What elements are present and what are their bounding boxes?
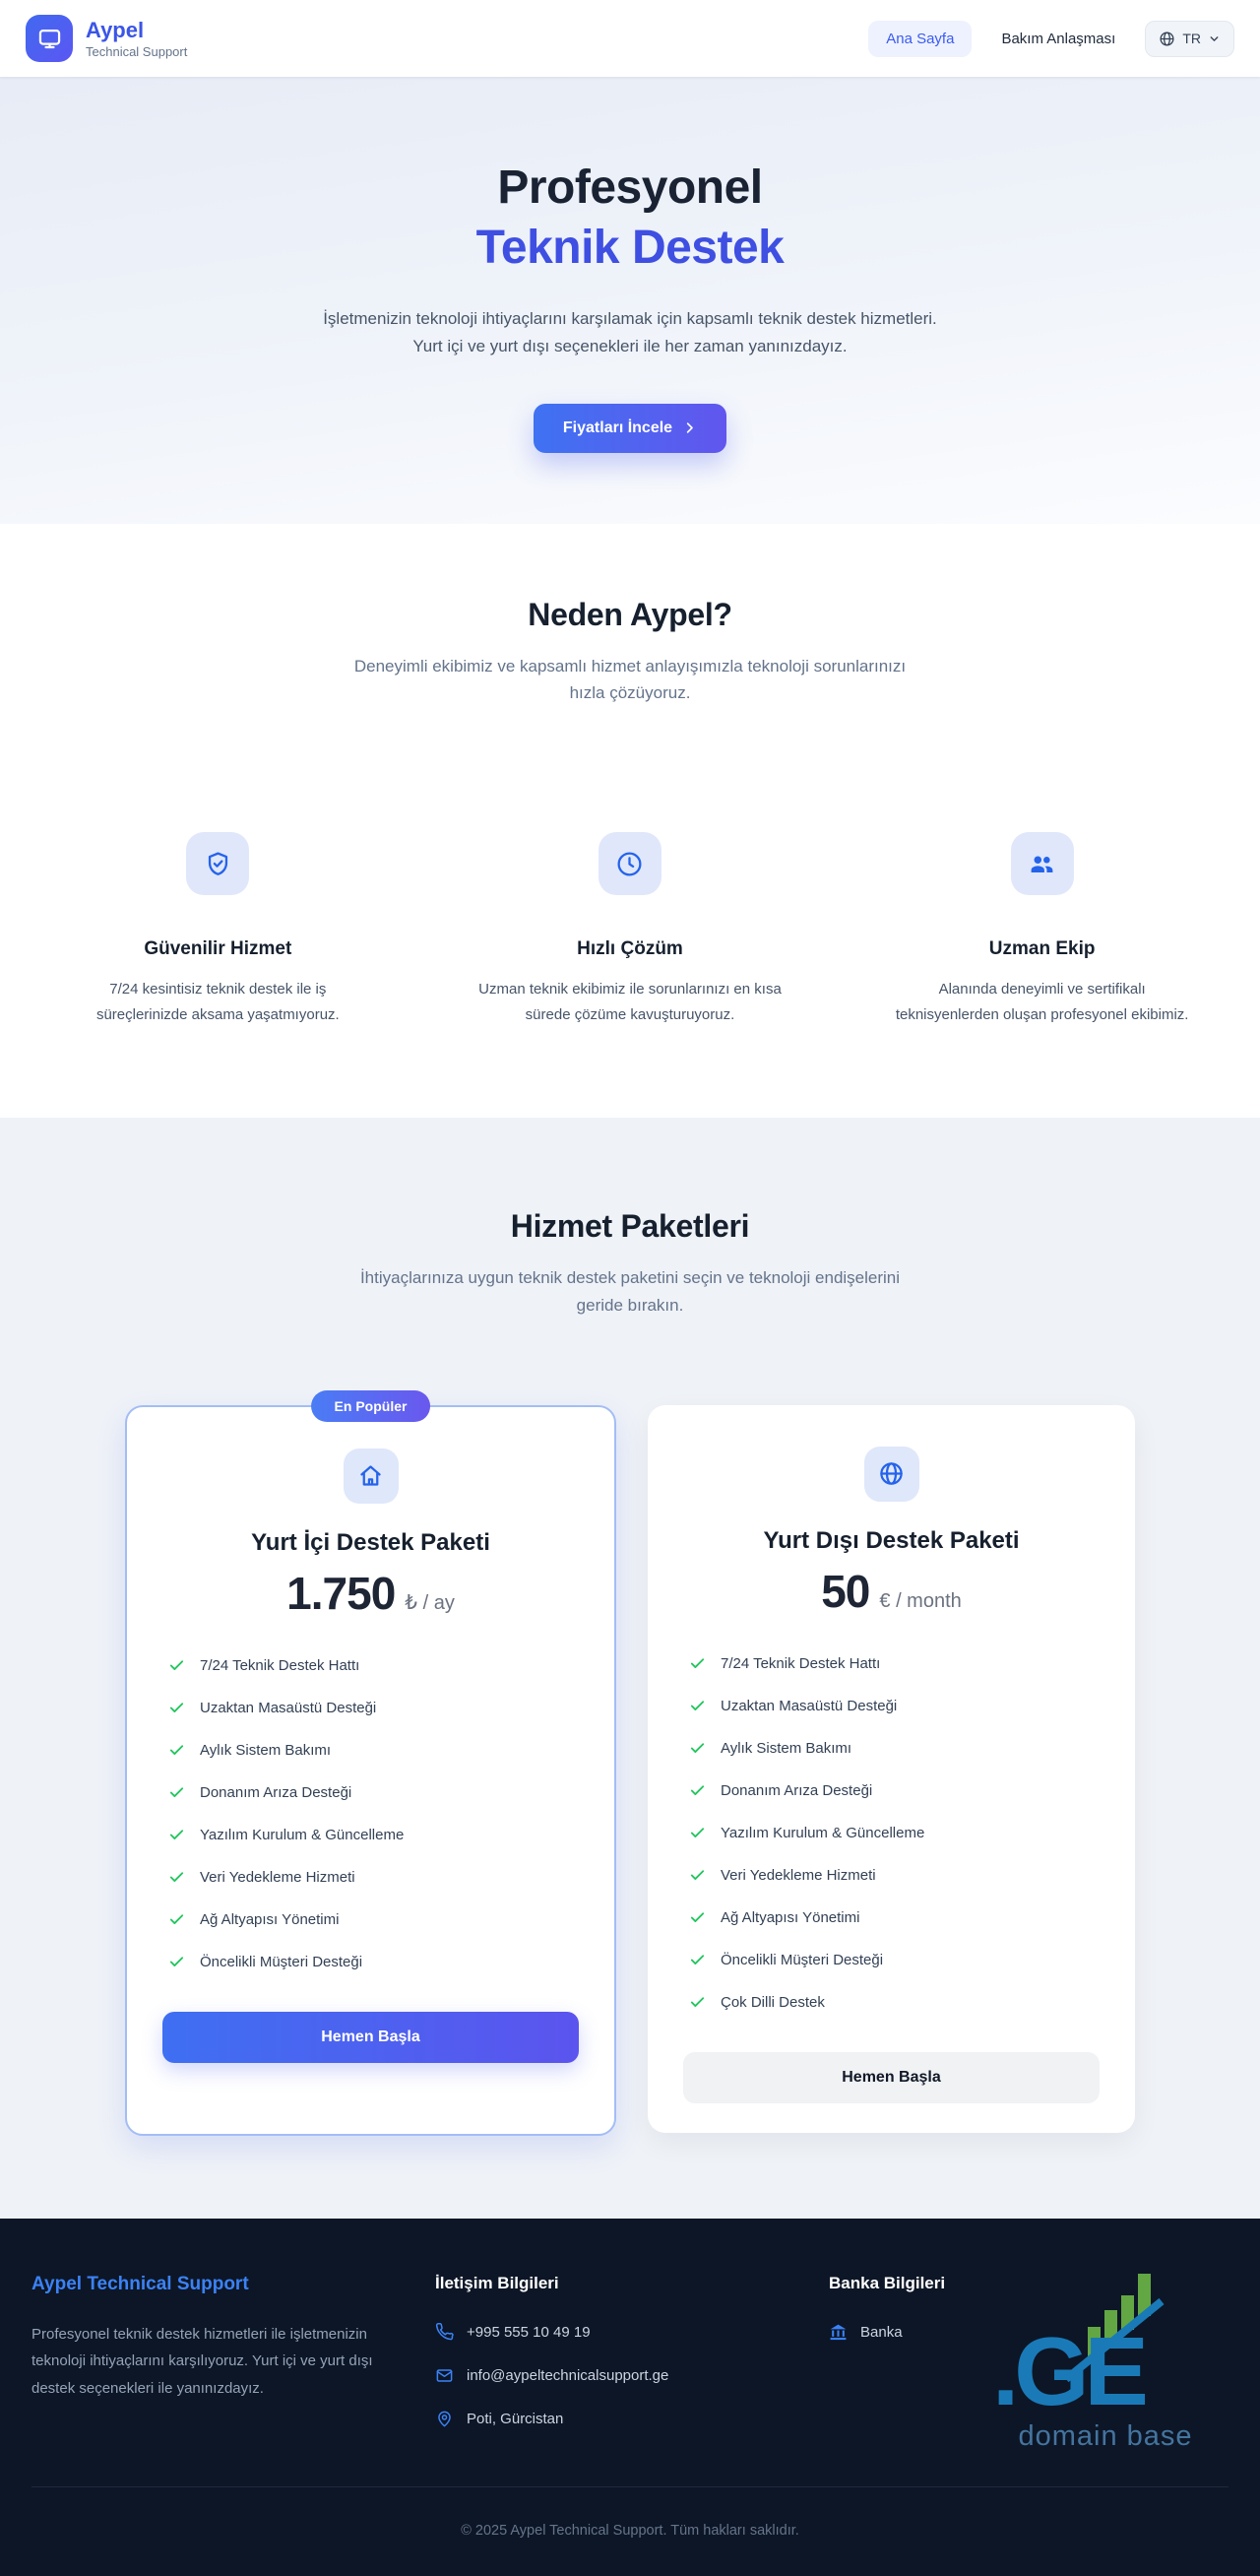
footer-email-item[interactable] [435,2366,829,2385]
card-feature-list [683,1655,1100,2011]
why-title: Neden Aypel? [528,596,732,632]
header [0,0,1260,77]
check-icon [168,1742,185,1759]
price-suffix: € / month [879,1589,962,1612]
check-icon [689,1655,706,1672]
card-feature-label: Aylık Sistem Bakımı [721,1739,852,1757]
card-feature-label: Veri Yedekleme Hizmeti [200,1868,355,1886]
shield-check-icon [186,832,249,895]
footer-brand-text: Profesyonel teknik destek hizmetleri ile işletmenizin teknoloji ihtiyaçlarını karşılıyoruz. Yurt içi ve yurt dışı destek seçenekleri ile yanınızdayız. [32,2325,373,2398]
footer-contact-column [435,2274,829,2453]
packages-title: Hizmet Paketleri [510,1208,750,1245]
why-section [0,524,1260,1118]
footer-bank-value: Banka [860,2323,903,2341]
hero-subtitle: İşletmenizin teknoloji ihtiyaçlarını karşılamak için kapsamlı teknik destek hizmetleri. Yurt içi ve yurt dışı seçenekleri ile her zaman yanınızdayız. [323,308,937,355]
price-value: 1.750 [286,1567,396,1619]
card-feature-item [168,1784,573,1801]
feature-title: Güvenilir Hizmet [144,938,292,960]
card-feature-item [689,1994,1094,2011]
card-feature-label: 7/24 Teknik Destek Hattı [721,1654,881,1672]
card-feature-item [168,1742,573,1759]
chevron-right-icon [682,420,697,435]
card-feature-label: Donanım Arıza Desteği [721,1781,873,1799]
feature-description: Alanında deneyimli ve sertifikalı teknisyenlerden oluşan profesyonel ekibimiz. [895,981,1189,1023]
card-feature-label: Ağ Altyapısı Yönetimi [200,1910,340,1928]
card-title: Yurt İçi Destek Paketi [251,1528,490,1556]
card-feature-label: Donanım Arıza Desteği [200,1783,352,1801]
footer-contact-list [435,2323,829,2428]
price-suffix: ₺ / ay [405,1591,455,1614]
card-feature-item [689,1740,1094,1757]
why-subtitle: Deneyimli ekibimiz ve kapsamlı hizmet anlayışımızla teknoloji sorunlarınızı hızla çözüyoruz. [353,656,907,703]
footer-contact-title: İletişim Bilgileri [435,2273,559,2292]
bank-icon [829,2323,848,2342]
globe-icon [1159,31,1175,47]
card-feature-item [168,1869,573,1886]
card-feature-label: Öncelikli Müşteri Desteği [200,1953,363,1970]
home-icon [344,1449,399,1504]
ge-domain-base-logo [982,2266,1228,2453]
clock-icon [598,832,662,895]
check-icon [689,1952,706,1968]
phone-icon [435,2323,454,2342]
mail-icon [435,2366,454,2385]
price-value: 50 [821,1565,870,1617]
feature-reliable-service [32,832,405,1027]
brand-logo [26,15,73,62]
card-feature-label: Yazılım Kurulum & Güncelleme [200,1826,405,1843]
card-feature-item [689,1867,1094,1884]
card-feature-label: Uzaktan Masaüstü Desteği [721,1697,898,1714]
card-feature-label: Yazılım Kurulum & Güncelleme [721,1824,925,1841]
feature-title: Uzman Ekip [988,938,1096,960]
check-icon [689,1740,706,1757]
ge-logo-subtext: domain base [1018,2419,1193,2452]
card-title: Yurt Dışı Destek Paketi [763,1526,1020,1554]
card-feature-item [168,1700,573,1716]
popular-badge: En Popüler [311,1390,431,1422]
card-feature-label: Uzaktan Masaüstü Desteği [200,1699,377,1716]
check-icon [168,1784,185,1801]
check-icon [689,1909,706,1926]
check-icon [689,1825,706,1841]
monitor-icon [36,26,63,52]
card-feature-label: Veri Yedekleme Hizmeti [721,1866,876,1884]
ge-logo-icon [992,2316,1219,2417]
check-icon [168,1954,185,1970]
packages-subtitle: İhtiyaçlarınıza uygun teknik destek paketini seçin ve teknoloji endişelerini geride bırakın. [359,1268,901,1315]
check-icon [689,1994,706,2011]
footer-email-value: info@aypeltechnicalsupport.ge [467,2366,669,2384]
footer-location-item [435,2410,829,2428]
card-feature-label: 7/24 Teknik Destek Hattı [200,1656,360,1674]
card-feature-label: Çok Dilli Destek [721,1993,825,2011]
hero-title [0,158,1260,279]
packages-section [0,1118,1260,2218]
footer-bank-column [829,2274,982,2366]
footer-phone-item[interactable] [435,2323,829,2342]
footer-location-value: Poti, Gürcistan [467,2410,564,2427]
feature-fast-solution [444,832,817,1027]
nav-item-home[interactable]: Ana Sayfa [868,21,972,57]
card-feature-item [689,1825,1094,1841]
map-pin-icon [435,2410,454,2428]
feature-description: 7/24 kesintisiz teknik destek ile iş süreçlerinizde aksama yaşatmıyoruz. [95,981,340,1023]
footer-bank-item [829,2323,982,2342]
card-feature-list [162,1657,579,1970]
check-icon [168,1657,185,1674]
users-icon [1011,832,1074,895]
card-feature-item [689,1952,1094,1968]
pricing-card-domestic [125,1397,616,2136]
card-feature-item [689,1655,1094,1672]
nav-item-maintenance-agreement[interactable]: Bakım Anlaşması [1001,30,1116,47]
footer-columns [32,2274,1228,2453]
hero-section [0,77,1260,524]
price-row [683,1565,1100,1618]
brand-name: Aypel [86,17,145,42]
chevron-down-icon [1208,32,1221,45]
footer-phone-value: +995 555 10 49 19 [467,2323,591,2341]
view-prices-label: Fiyatları İncele [562,419,673,436]
language-selector[interactable] [1145,21,1234,57]
check-icon [168,1700,185,1716]
ge-logo-text: .GE [992,2316,1144,2414]
card-feature-item [168,1657,573,1674]
brand[interactable] [26,15,187,62]
check-icon [168,1827,185,1843]
card-feature-label: Ağ Altyapısı Yönetimi [721,1908,860,1926]
language-code: TR [1182,31,1201,46]
pricing-card-international [648,1405,1135,2133]
footer-bank-list [829,2323,982,2342]
check-icon [168,1911,185,1928]
card-feature-label: Öncelikli Müşteri Desteği [721,1951,884,1968]
hero-title-line2: Teknik Destek [475,222,785,275]
card-feature-item [689,1782,1094,1799]
view-prices-button[interactable] [534,404,726,453]
main-nav [868,21,1234,57]
check-icon [168,1869,185,1886]
card-feature-item [168,1827,573,1843]
pricing-cards [125,1397,1135,2136]
copyright-text: © 2025 Aypel Technical Support. Tüm hakları saklıdır. [461,2522,799,2539]
card-feature-item [689,1698,1094,1714]
start-now-button-domestic[interactable]: Hemen Başla [162,2012,579,2063]
card-feature-item [168,1954,573,1970]
globe-icon [864,1447,919,1502]
card-feature-label: Aylık Sistem Bakımı [200,1741,332,1759]
feature-title: Hızlı Çözüm [577,938,683,960]
check-icon [689,1867,706,1884]
check-icon [689,1698,706,1714]
footer-brand-title: Aypel Technical Support [32,2273,249,2294]
card-feature-item [168,1911,573,1928]
footer [0,2219,1260,2576]
hero-title-line1: Profesyonel [497,161,763,214]
brand-subtitle: Technical Support [86,44,188,60]
footer-bank-title: Banka Bilgileri [829,2273,946,2292]
check-icon [689,1782,706,1799]
footer-brand-column [32,2274,435,2403]
price-row [162,1567,579,1620]
card-feature-item [689,1909,1094,1926]
start-now-button-international[interactable]: Hemen Başla [683,2052,1100,2103]
feature-expert-team [855,832,1228,1027]
feature-description: Uzman teknik ekibimiz ile sorunlarınızı en kısa sürede çözüme kavuşturuyoruz. [478,981,782,1023]
features-row [32,832,1228,1027]
